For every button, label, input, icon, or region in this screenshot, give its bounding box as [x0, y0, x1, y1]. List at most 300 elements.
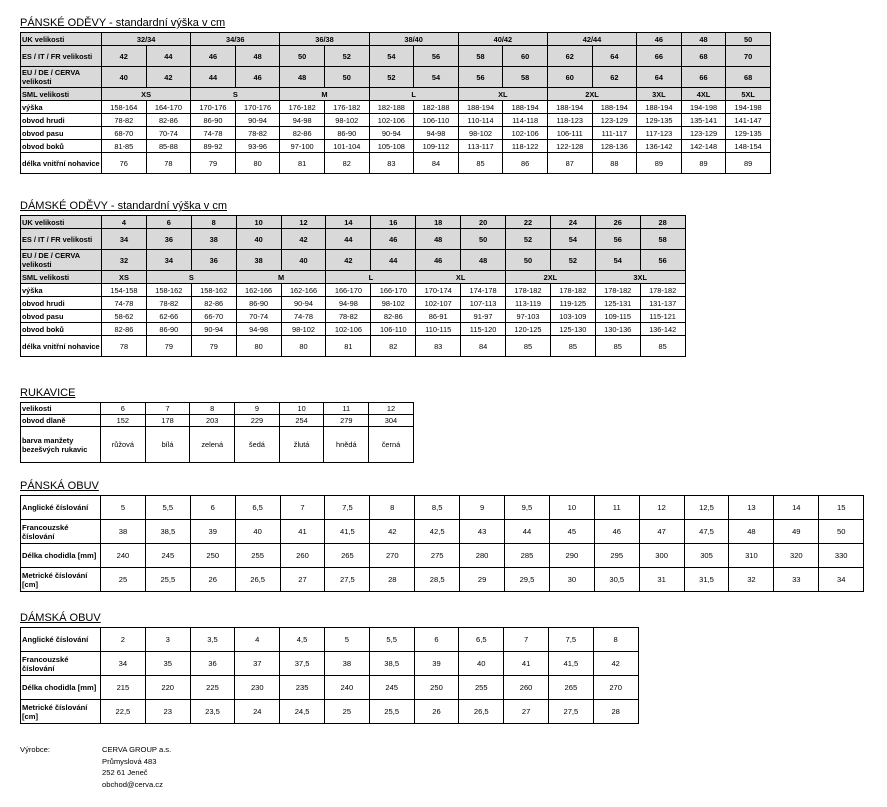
table-cell: 304 — [369, 415, 414, 427]
table-cell: 9,5 — [505, 496, 550, 520]
men-clothing-title: PÁNSKÉ ODĚVY - standardní výška v cm — [20, 17, 226, 29]
table-cell: 28 — [640, 216, 685, 229]
table-cell: 28,5 — [415, 568, 460, 592]
table-cell: 6 — [414, 628, 459, 652]
table-cell: 86-91 — [416, 310, 461, 323]
row-label: SML velikosti — [21, 88, 102, 101]
table-cell: 280 — [460, 544, 505, 568]
table-cell: 9 — [460, 496, 505, 520]
table-cell: 82-86 — [191, 297, 236, 310]
table-cell: 178-182 — [640, 284, 685, 297]
table-cell: 12 — [369, 403, 414, 415]
table-cell: 194-198 — [681, 101, 726, 114]
table-cell: 68 — [681, 46, 726, 67]
row-label: Metrické číslování [cm] — [21, 700, 101, 724]
table-cell: 56 — [458, 67, 503, 88]
table-cell: 101-104 — [324, 140, 369, 153]
table-cell: 26,5 — [235, 568, 280, 592]
table-cell: 50 — [324, 67, 369, 88]
row-label: SML velikosti — [21, 271, 102, 284]
table-cell: 38 — [101, 520, 146, 544]
table-row — [21, 33, 771, 46]
table-cell: 74-78 — [102, 297, 147, 310]
table-cell: 41,5 — [548, 652, 593, 676]
table-cell: 86-90 — [146, 323, 191, 336]
table-cell: 20 — [461, 216, 506, 229]
table-cell: 320 — [774, 544, 819, 568]
table-cell: 89 — [726, 153, 771, 174]
table-cell: 12 — [281, 216, 326, 229]
table-cell: 34 — [819, 568, 864, 592]
table-cell: 98-102 — [281, 323, 326, 336]
table-row — [21, 216, 686, 229]
table-cell: 70 — [726, 46, 771, 67]
table-cell: 43 — [460, 520, 505, 544]
table-cell: 42 — [146, 67, 191, 88]
table-row — [21, 284, 686, 297]
table-cell: 10 — [236, 216, 281, 229]
table-cell: 148-154 — [726, 140, 771, 153]
table-cell: 15 — [819, 496, 864, 520]
table-cell: XL — [458, 88, 547, 101]
table-cell: 220 — [145, 676, 190, 700]
table-cell: 42 — [281, 229, 326, 250]
table-cell: 50 — [461, 229, 506, 250]
table-cell: 54 — [369, 46, 414, 67]
table-cell: 7,5 — [325, 496, 370, 520]
table-cell: 86-90 — [236, 297, 281, 310]
table-cell: 26 — [190, 568, 235, 592]
table-row — [21, 46, 771, 67]
table-cell: 94-98 — [414, 127, 459, 140]
table-cell: 90-94 — [369, 127, 414, 140]
table-row — [21, 140, 771, 153]
table-cell: 178 — [145, 415, 190, 427]
table-cell: 78 — [102, 336, 147, 357]
table-row — [21, 544, 864, 568]
row-label: Francouzské číslování — [21, 520, 101, 544]
table-cell: 41 — [280, 520, 325, 544]
table-cell: 33 — [774, 568, 819, 592]
table-cell: zelená — [190, 427, 235, 463]
row-label: Anglické číslování — [21, 628, 101, 652]
table-cell: 25,5 — [145, 568, 190, 592]
table-row — [21, 127, 771, 140]
table-cell: 54 — [595, 250, 640, 271]
table-cell: 34 — [102, 229, 147, 250]
table-cell: 300 — [639, 544, 684, 568]
table-cell: 98-102 — [458, 127, 503, 140]
table-cell: 114-118 — [503, 114, 548, 127]
table-cell: 42,5 — [415, 520, 460, 544]
table-cell: 5 — [324, 628, 369, 652]
table-cell: 22,5 — [101, 700, 146, 724]
table-cell: 16 — [371, 216, 416, 229]
row-label: obvod pasu — [21, 310, 102, 323]
row-label: obvod dlaně — [21, 415, 101, 427]
table-cell: 44 — [505, 520, 550, 544]
table-cell: 82-86 — [371, 310, 416, 323]
row-label: obvod hrudi — [21, 114, 102, 127]
table-cell: hnědá — [324, 427, 369, 463]
table-cell: 24 — [550, 216, 595, 229]
table-cell: 85-88 — [146, 140, 191, 153]
table-cell: 52 — [369, 67, 414, 88]
table-cell: 36 — [191, 250, 236, 271]
table-cell: 91-97 — [461, 310, 506, 323]
table-cell: 170-174 — [416, 284, 461, 297]
table-cell: 81 — [326, 336, 371, 357]
table-cell: 27 — [280, 568, 325, 592]
table-cell: 37,5 — [280, 652, 325, 676]
table-cell: 80 — [235, 153, 280, 174]
table-cell: 85 — [640, 336, 685, 357]
row-label: obvod hrudi — [21, 297, 102, 310]
table-cell: 84 — [414, 153, 459, 174]
manufacturer-address — [102, 744, 242, 790]
table-cell: 48 — [461, 250, 506, 271]
table-cell: S — [146, 271, 236, 284]
table-cell: 5XL — [726, 88, 771, 101]
table-cell: 62-66 — [146, 310, 191, 323]
table-cell: 78-82 — [102, 114, 147, 127]
table-cell: 30,5 — [594, 568, 639, 592]
table-cell: 194-198 — [726, 101, 771, 114]
table-cell: 162-166 — [281, 284, 326, 297]
table-cell: 295 — [594, 544, 639, 568]
table-cell: 83 — [416, 336, 461, 357]
table-cell: 50 — [726, 33, 771, 46]
table-cell: 109-112 — [414, 140, 459, 153]
table-cell: 94-98 — [326, 297, 371, 310]
table-cell: 89-92 — [191, 140, 236, 153]
table-cell: 44 — [326, 229, 371, 250]
table-cell: 40 — [102, 67, 147, 88]
table-cell: černá — [369, 427, 414, 463]
table-cell: 7 — [280, 496, 325, 520]
table-cell: 90-94 — [235, 114, 280, 127]
row-label: délka vnitřní nohavice — [21, 153, 102, 174]
table-cell: 123-129 — [681, 127, 726, 140]
table-cell: 178-182 — [550, 284, 595, 297]
table-cell: 88 — [592, 153, 637, 174]
table-cell: 74-78 — [281, 310, 326, 323]
table-cell: 178-182 — [506, 284, 551, 297]
table-cell: 125-130 — [550, 323, 595, 336]
table-cell: 34/36 — [191, 33, 280, 46]
table-cell: 136-142 — [637, 140, 682, 153]
table-row — [21, 520, 864, 544]
table-cell: 41,5 — [325, 520, 370, 544]
table-cell: 42 — [370, 520, 415, 544]
table-cell: 93-96 — [235, 140, 280, 153]
table-cell: 80 — [236, 336, 281, 357]
table-cell: 8 — [593, 628, 638, 652]
table-cell: 275 — [415, 544, 460, 568]
table-cell: 40 — [281, 250, 326, 271]
table-cell: 40 — [459, 652, 504, 676]
table-cell: 27,5 — [548, 700, 593, 724]
table-cell: 123-129 — [592, 114, 637, 127]
table-cell: 90-94 — [191, 323, 236, 336]
table-row — [21, 415, 414, 427]
men-clothing-table — [20, 32, 771, 174]
table-cell: 78-82 — [146, 297, 191, 310]
gloves-title: RUKAVICE — [20, 387, 76, 399]
table-cell: XL — [416, 271, 506, 284]
table-cell: 225 — [190, 676, 235, 700]
table-cell: 40/42 — [458, 33, 547, 46]
table-cell: 30 — [549, 568, 594, 592]
table-cell: 35 — [145, 652, 190, 676]
table-cell: 142-148 — [681, 140, 726, 153]
table-cell: 250 — [414, 676, 459, 700]
table-cell: 80 — [281, 336, 326, 357]
table-cell: 82 — [371, 336, 416, 357]
men-shoes-table — [20, 495, 864, 592]
table-cell: 188-194 — [458, 101, 503, 114]
table-cell: 12,5 — [684, 496, 729, 520]
table-cell: 42 — [102, 46, 147, 67]
table-cell: 48 — [681, 33, 726, 46]
row-label: EU / DE / CERVA velikosti — [21, 250, 102, 271]
table-cell: 78-82 — [326, 310, 371, 323]
table-cell: 60 — [547, 67, 592, 88]
table-cell: 102-106 — [503, 127, 548, 140]
row-label: UK velikosti — [21, 33, 102, 46]
table-cell: 58-62 — [102, 310, 147, 323]
table-cell: 31 — [639, 568, 684, 592]
table-cell: 10 — [279, 403, 324, 415]
table-cell: 38,5 — [145, 520, 190, 544]
table-cell: 97-100 — [280, 140, 325, 153]
table-cell: 260 — [504, 676, 549, 700]
table-row — [21, 297, 686, 310]
women-shoes-section — [20, 612, 639, 724]
row-label: Metrické číslování [cm] — [21, 568, 101, 592]
row-label: UK velikosti — [21, 216, 102, 229]
table-cell: 3XL — [595, 271, 685, 284]
row-label: Délka chodidla [mm] — [21, 676, 101, 700]
table-cell: 25 — [324, 700, 369, 724]
table-cell: 11 — [594, 496, 639, 520]
row-label: obvod pasu — [21, 127, 102, 140]
table-cell: 52 — [506, 229, 551, 250]
table-cell: 4,5 — [280, 628, 325, 652]
table-cell: 7,5 — [548, 628, 593, 652]
table-cell: 70-74 — [146, 127, 191, 140]
table-cell: 50 — [819, 520, 864, 544]
table-cell: 66 — [681, 67, 726, 88]
table-cell: 94-98 — [280, 114, 325, 127]
table-cell: 6 — [146, 216, 191, 229]
table-cell: 28 — [370, 568, 415, 592]
table-cell: 25 — [101, 568, 146, 592]
table-cell: 74-78 — [191, 127, 236, 140]
table-cell: 82 — [324, 153, 369, 174]
table-row — [21, 310, 686, 323]
table-cell: 12 — [639, 496, 684, 520]
table-cell: 158-164 — [102, 101, 147, 114]
table-cell: 98-102 — [371, 297, 416, 310]
table-cell: 78-82 — [235, 127, 280, 140]
table-cell: 117-123 — [637, 127, 682, 140]
table-cell: 29 — [460, 568, 505, 592]
table-cell: 178-182 — [595, 284, 640, 297]
table-cell: 164-170 — [146, 101, 191, 114]
table-cell: 2XL — [547, 88, 636, 101]
table-cell: 330 — [819, 544, 864, 568]
row-label: ES / IT / FR velikosti — [21, 46, 102, 67]
women-clothing-table — [20, 215, 686, 357]
table-cell: 110-115 — [416, 323, 461, 336]
row-label: EU / DE / CERVA velikosti — [21, 67, 102, 88]
table-cell: 38 — [236, 250, 281, 271]
table-cell: 81 — [280, 153, 325, 174]
table-cell: 279 — [324, 415, 369, 427]
table-cell: 28 — [593, 700, 638, 724]
table-cell: 32 — [729, 568, 774, 592]
table-cell: 102-107 — [416, 297, 461, 310]
table-cell: 8 — [370, 496, 415, 520]
table-cell: 97-103 — [506, 310, 551, 323]
row-label: velikosti — [21, 403, 101, 415]
table-cell: 64 — [592, 46, 637, 67]
table-cell: 18 — [416, 216, 461, 229]
table-cell: 106-111 — [547, 127, 592, 140]
table-cell: žlutá — [279, 427, 324, 463]
table-cell: 22 — [506, 216, 551, 229]
table-cell: 46 — [191, 46, 236, 67]
table-cell: 81-85 — [102, 140, 147, 153]
row-label: Francouzské číslování — [21, 652, 101, 676]
table-cell: 5,5 — [369, 628, 414, 652]
table-cell: 9 — [235, 403, 280, 415]
table-cell: 7 — [504, 628, 549, 652]
table-cell: 46 — [637, 33, 682, 46]
table-row — [21, 628, 639, 652]
table-cell: M — [236, 271, 326, 284]
table-cell: 113-117 — [458, 140, 503, 153]
table-cell: 115-120 — [461, 323, 506, 336]
table-cell: 44 — [191, 67, 236, 88]
table-cell: 70-74 — [236, 310, 281, 323]
table-cell: 6,5 — [235, 496, 280, 520]
table-cell: 66-70 — [191, 310, 236, 323]
table-cell: 23,5 — [190, 700, 235, 724]
table-cell: 119-125 — [550, 297, 595, 310]
table-cell: 52 — [324, 46, 369, 67]
women-shoes-table — [20, 627, 639, 724]
table-cell: 230 — [235, 676, 280, 700]
table-cell: 68 — [726, 67, 771, 88]
row-label: obvod boků — [21, 323, 102, 336]
table-cell: 125-131 — [595, 297, 640, 310]
table-cell: 188-194 — [503, 101, 548, 114]
table-cell: 245 — [369, 676, 414, 700]
table-cell: 56 — [640, 250, 685, 271]
table-cell: 85 — [550, 336, 595, 357]
row-label: barva manžety bezešvých rukavic — [21, 427, 101, 463]
table-cell: 285 — [505, 544, 550, 568]
table-cell: 7 — [145, 403, 190, 415]
table-cell: 56 — [595, 229, 640, 250]
table-cell: 120-125 — [506, 323, 551, 336]
table-cell: 79 — [191, 153, 236, 174]
row-label: obvod boků — [21, 140, 102, 153]
table-cell: 166-170 — [371, 284, 416, 297]
manufacturer-line: CERVA GROUP a.s. — [102, 745, 172, 754]
table-cell: 78 — [146, 153, 191, 174]
table-cell: 305 — [684, 544, 729, 568]
table-cell: 131-137 — [640, 297, 685, 310]
table-cell: 44 — [146, 46, 191, 67]
table-cell: 58 — [640, 229, 685, 250]
table-cell: 3,5 — [190, 628, 235, 652]
table-cell: 105-108 — [369, 140, 414, 153]
table-cell: 85 — [595, 336, 640, 357]
table-cell: 82-86 — [102, 323, 147, 336]
table-cell: M — [280, 88, 369, 101]
table-cell: 27 — [504, 700, 549, 724]
table-row — [21, 67, 771, 88]
table-row — [21, 427, 414, 463]
table-cell: 109-115 — [595, 310, 640, 323]
table-cell: 26 — [414, 700, 459, 724]
table-row — [21, 700, 639, 724]
table-cell: 46 — [594, 520, 639, 544]
table-row — [21, 403, 414, 415]
table-cell: 176-182 — [324, 101, 369, 114]
table-cell: 130-136 — [595, 323, 640, 336]
table-cell: 106-110 — [371, 323, 416, 336]
table-cell: 98-102 — [324, 114, 369, 127]
table-cell: 38 — [324, 652, 369, 676]
men-clothing-section — [20, 17, 771, 174]
table-cell: 68-70 — [102, 127, 147, 140]
table-cell: 6 — [190, 496, 235, 520]
table-cell: 87 — [547, 153, 592, 174]
table-cell: 215 — [101, 676, 146, 700]
table-cell: 240 — [324, 676, 369, 700]
table-cell: L — [326, 271, 416, 284]
table-cell: 270 — [593, 676, 638, 700]
table-cell: 50 — [506, 250, 551, 271]
table-cell: 260 — [280, 544, 325, 568]
table-row — [21, 323, 686, 336]
table-row — [21, 153, 771, 174]
table-cell: 40 — [235, 520, 280, 544]
table-cell: 34 — [146, 250, 191, 271]
table-cell: 5,5 — [145, 496, 190, 520]
table-cell: XS — [102, 88, 191, 101]
table-cell: 31,5 — [684, 568, 729, 592]
table-cell: 141-147 — [726, 114, 771, 127]
table-cell: 26,5 — [459, 700, 504, 724]
table-cell: 254 — [279, 415, 324, 427]
table-cell: 82-86 — [146, 114, 191, 127]
table-cell: 6,5 — [459, 628, 504, 652]
table-cell: 32/34 — [102, 33, 191, 46]
table-cell: růžová — [101, 427, 146, 463]
table-cell: 36 — [146, 229, 191, 250]
table-cell: 107-113 — [461, 297, 506, 310]
table-cell: 188-194 — [592, 101, 637, 114]
table-cell: 79 — [146, 336, 191, 357]
table-cell: 58 — [503, 67, 548, 88]
table-cell: 62 — [547, 46, 592, 67]
table-cell: 29,5 — [505, 568, 550, 592]
